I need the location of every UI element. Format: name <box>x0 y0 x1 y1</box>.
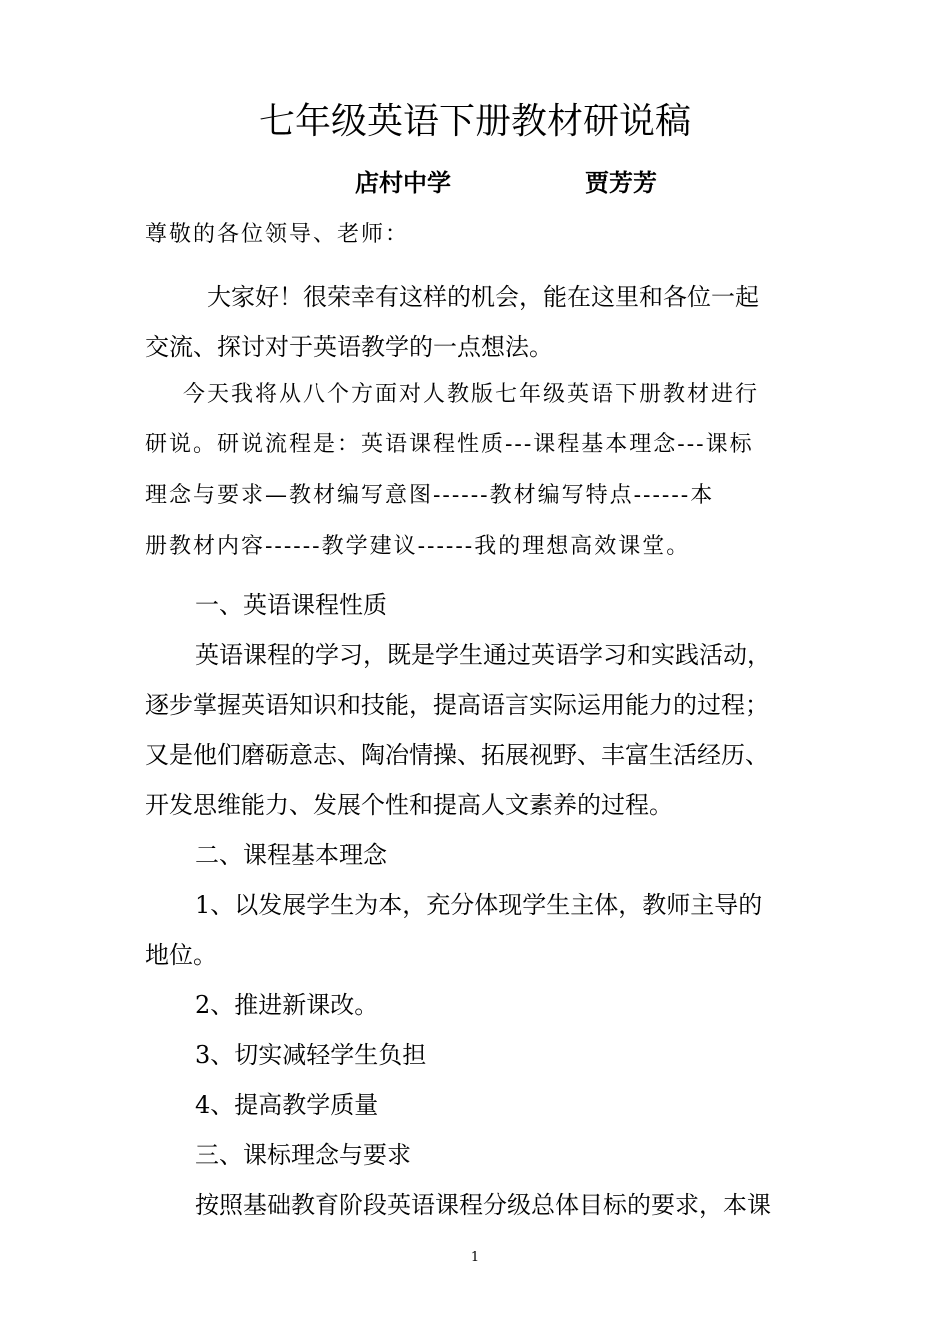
list-item: 4、提高教学质量 <box>195 1091 379 1119</box>
school-name: 店村中学 <box>355 169 451 197</box>
greeting: 尊敬的各位领导、老师： <box>145 222 410 247</box>
paragraph-line: 英语课程的学习，既是学生通过英语学习和实践活动， <box>195 641 771 669</box>
author-name: 贾芳芳 <box>585 169 657 197</box>
paragraph-line: 大家好！很荣幸有这样的机会，能在这里和各位一起 <box>207 283 759 311</box>
paragraph-line: 逐步掌握英语知识和技能，提高语言实际运用能力的过程； <box>145 691 769 719</box>
paragraph-line: 册教材内容------教学建议------我的理想高效课堂。 <box>145 534 691 559</box>
paragraph-line: 研说。研说流程是：英语课程性质---课程基本理念---课标 <box>145 432 754 457</box>
section-heading: 三、课标理念与要求 <box>195 1141 411 1169</box>
list-item-continuation: 地位。 <box>145 941 217 969</box>
paragraph-line: 今天我将从八个方面对人教版七年级英语下册教材进行 <box>183 382 760 407</box>
section-heading: 一、英语课程性质 <box>195 591 387 619</box>
paragraph-line: 交流、探讨对于英语教学的一点想法。 <box>145 333 553 361</box>
list-item: 2、推进新课改。 <box>195 991 379 1019</box>
page-number: 1 <box>470 1250 480 1265</box>
section-heading: 二、课程基本理念 <box>195 841 387 869</box>
paragraph-line: 开发思维能力、发展个性和提高人文素养的过程。 <box>145 791 673 819</box>
list-item: 1、以发展学生为本，充分体现学生主体，教师主导的 <box>195 891 763 919</box>
paragraph-line: 理念与要求—教材编写意图------教材编写特点------本 <box>145 483 715 508</box>
paragraph-line: 按照基础教育阶段英语课程分级总体目标的要求，本课 <box>195 1191 771 1219</box>
paragraph-line: 又是他们磨砺意志、陶冶情操、拓展视野、丰富生活经历、 <box>145 741 769 769</box>
document-title: 七年级英语下册教材研说稿 <box>258 101 691 142</box>
list-item: 3、切实减轻学生负担 <box>195 1041 427 1069</box>
